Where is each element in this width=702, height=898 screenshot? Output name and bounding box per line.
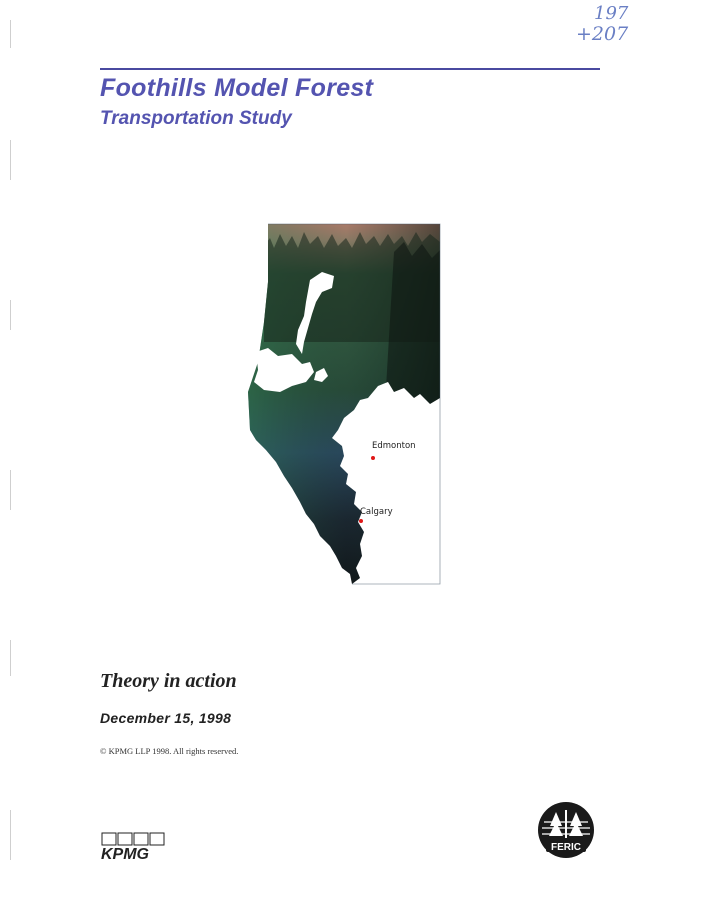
handwritten-line-2: +207 — [576, 23, 629, 44]
title-rule — [100, 68, 600, 70]
kpmg-wordmark: KPMG — [101, 846, 149, 862]
handwritten-line-1: 197 — [594, 3, 629, 24]
edmonton-marker — [371, 456, 375, 460]
calgary-label: Calgary — [360, 507, 393, 517]
scan-edge-mark — [10, 810, 11, 860]
tagline: Theory in action — [100, 670, 237, 692]
scan-edge-mark — [10, 20, 11, 48]
feric-logo — [536, 800, 596, 860]
scan-edge-mark — [10, 640, 11, 676]
document-subtitle: Transportation Study — [100, 108, 292, 129]
feric-wordmark: FERIC — [551, 842, 581, 853]
scan-edge-mark — [10, 140, 11, 180]
copyright-notice: © KPMG LLP 1998. All rights reserved. — [100, 746, 239, 756]
scan-edge-mark — [10, 300, 11, 330]
report-date: December 15, 1998 — [100, 710, 232, 726]
scan-edge-mark — [10, 470, 11, 510]
alberta-map — [244, 222, 448, 594]
kpmg-logo — [100, 832, 170, 862]
edmonton-label: Edmonton — [372, 441, 416, 451]
document-title: Foothills Model Forest — [100, 74, 374, 102]
handwritten-note — [570, 2, 650, 44]
calgary-marker — [359, 519, 363, 523]
